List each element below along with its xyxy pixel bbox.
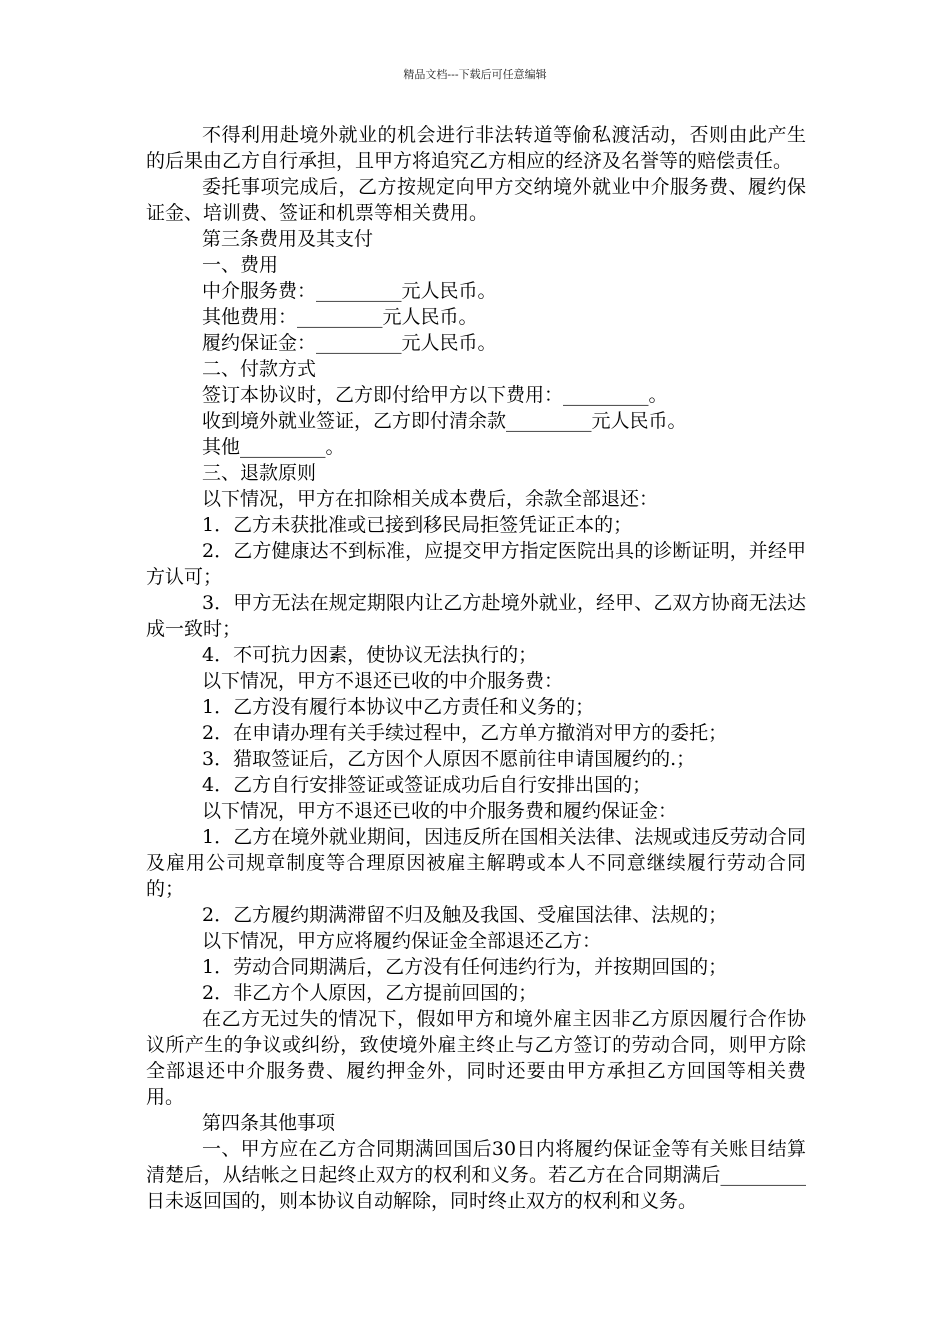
list-item: 2．非乙方个人原因，乙方提前回国的； (202, 982, 538, 1004)
subheading-payment-method: 二、付款方式 (202, 358, 317, 380)
paragraph-1: 不得利用赴境外就业的机会进行非法转道等偷私渡活动，否则由此产生的后果由乙方自行承担，且甲方将追究乙方相应的经济及名誉等的赔偿责任。 (146, 124, 806, 172)
page-header: 精品文档---下载后可任意编辑 (403, 68, 547, 81)
paragraph-2: 委托事项完成后，乙方按规定向甲方交纳境外就业中介服务费、履约保证金、培训费、签证和机票等相关费用。 (146, 176, 806, 224)
list-item: 2．乙方履约期满滞留不归及触及我国、受雇国法律、法规的； (202, 904, 728, 926)
fee-line-agency-service: 中介服务费：_________元人民币。 (202, 280, 497, 302)
list-item: 1．乙方没有履行本协议中乙方责任和义务的； (202, 696, 595, 718)
list-item: 3．猎取签证后，乙方因个人原因不愿前往申请国履约的.； (202, 748, 696, 770)
list-item: 4．乙方自行安排签证或签证成功后自行安排出国的； (202, 774, 652, 796)
list-item: 1．乙方未获批准或已接到移民局拒签凭证正本的； (202, 514, 633, 536)
list-item: 3．甲方无法在规定期限内让乙方赴境外就业，经甲、乙双方协商无法达成一致时； (146, 592, 806, 640)
list-item: 2．乙方健康达不到标准，应提交甲方指定医院出具的诊断证明，并经甲方认可； (146, 540, 806, 588)
payment-line-other: 其他_________。 (202, 436, 345, 458)
payment-line-on-signing: 签订本协议时，乙方即付给甲方以下费用：_________。 (202, 384, 668, 406)
subheading-refund-principles: 三、退款原则 (202, 462, 317, 484)
refund-case-no-fee-and-deposit-intro: 以下情况，甲方不退还已收的中介服务费和履约保证金： (202, 800, 678, 822)
refund-case-no-service-fee-intro: 以下情况，甲方不退还已收的中介服务费： (202, 670, 564, 692)
document-body (146, 122, 806, 1214)
section-heading-article-4: 第四条其他事项 (202, 1112, 336, 1134)
list-item: 4．不可抗力因素，使协议无法执行的； (202, 644, 538, 666)
refund-case-full-intro: 以下情况，甲方在扣除相关成本费后，余款全部退还： (202, 488, 659, 510)
refund-case-deposit-return-intro: 以下情况，甲方应将履约保证金全部退还乙方： (202, 930, 602, 952)
payment-line-on-visa: 收到境外就业签证，乙方即付清余款_________元人民币。 (202, 410, 687, 432)
paragraph-settlement: 一、甲方应在乙方合同期满回国后30日内将履约保证金等有关账目结算清楚后，从结帐之日起终止双方的权利和义务。若乙方在合同期满后_________日未返回国的，则本协议自动解除，同时终止双方的权利和义务。 (146, 1138, 806, 1212)
fee-line-other: 其他费用：_________元人民币。 (202, 306, 478, 328)
list-item: 1．劳动合同期满后，乙方没有任何违约行为，并按期回国的； (202, 956, 728, 978)
paragraph-no-fault: 在乙方无过失的情况下，假如甲方和境外雇主因非乙方原因履行合作协议所产生的争议或纠纷，致使境外雇主终止与乙方签订的劳动合同，则甲方除全部退还中介服务费、履约押金外，同时还要由甲方承担乙方回国等相关费用。 (146, 1008, 806, 1108)
list-item: 2．在申请办理有关手续过程中，乙方单方撤消对甲方的委托； (202, 722, 728, 744)
fee-line-performance-deposit: 履约保证金：_________元人民币。 (202, 332, 497, 354)
subheading-fees: 一、费用 (202, 254, 279, 276)
list-item: 1．乙方在境外就业期间，因违反所在国相关法律、法规或违反劳动合同及雇用公司规章制度等合理原因被雇主解聘或本人不同意继续履行劳动合同的； (146, 826, 806, 900)
section-heading-article-3: 第三条费用及其支付 (202, 228, 374, 250)
